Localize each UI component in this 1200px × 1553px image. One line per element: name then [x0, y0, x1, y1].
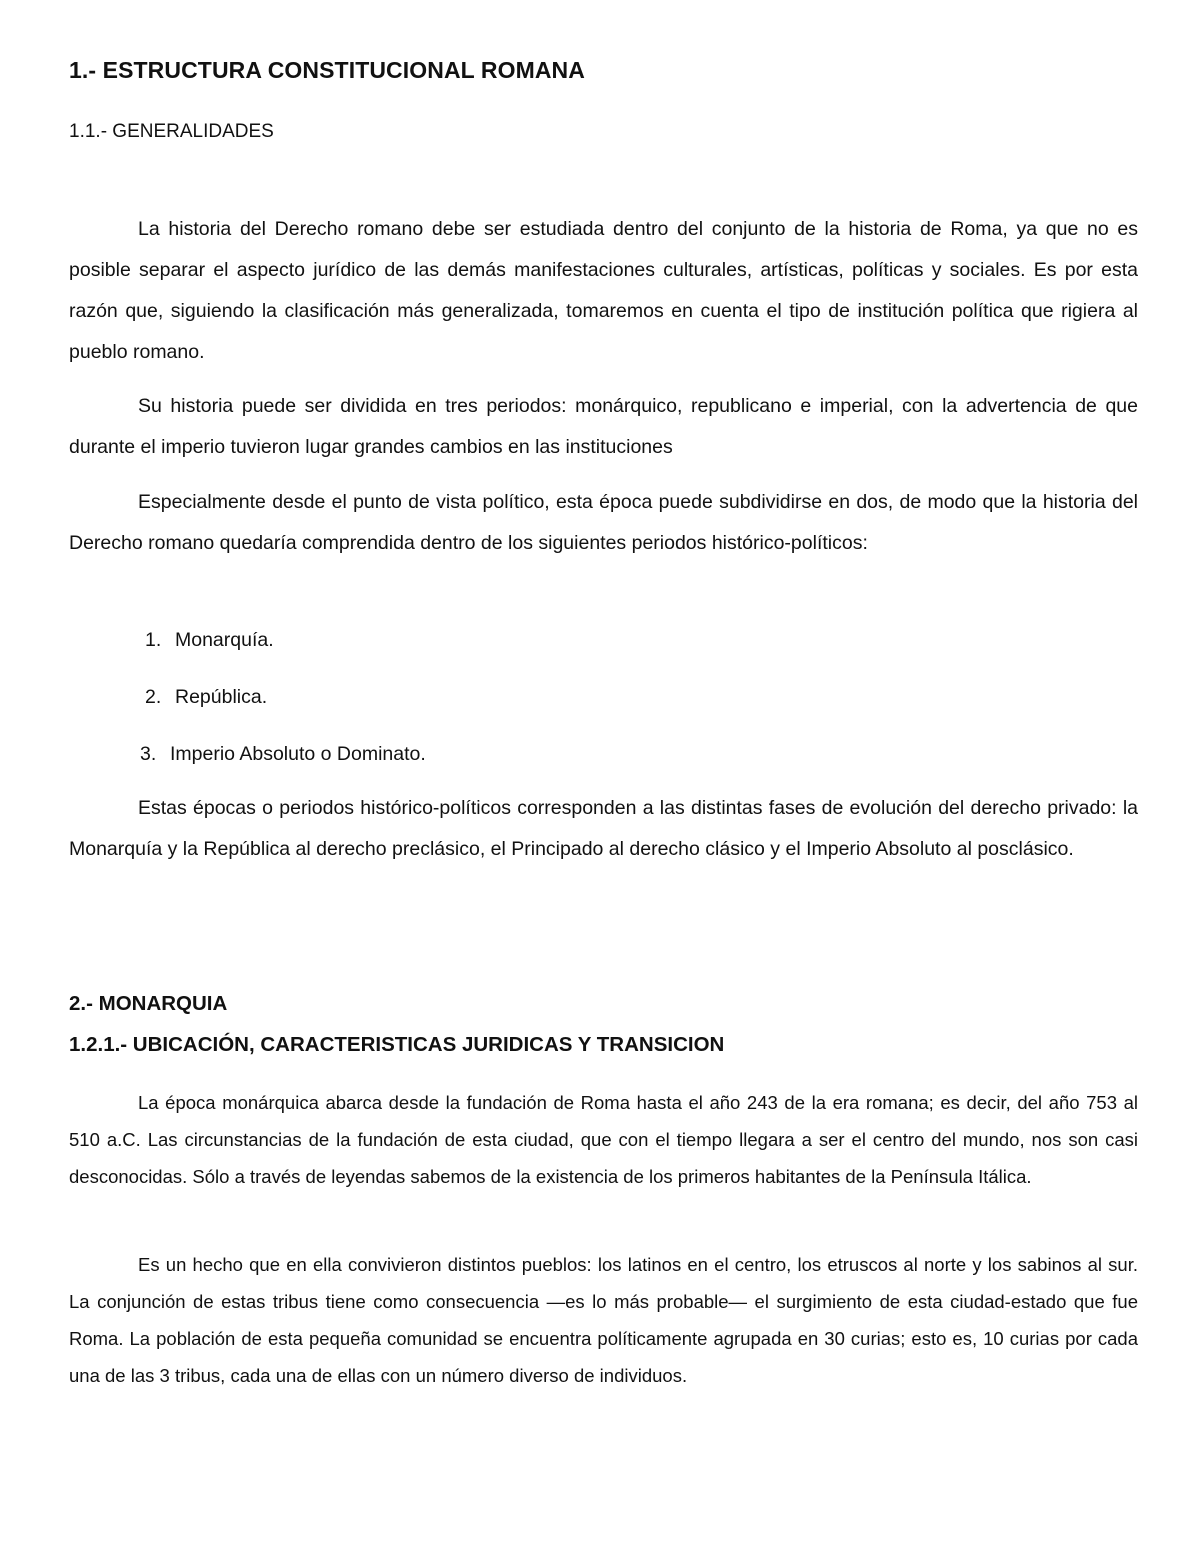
list-item-monarquia [145, 629, 274, 652]
section-1-2-1-subtitle: 1.2.1.- UBICACIÓN, CARACTERISTICAS JURIDICAS Y TRANSICION [69, 1033, 725, 1056]
list-number: 2. [145, 686, 162, 708]
list-item-republica [145, 686, 267, 709]
list-item-imperio [140, 743, 426, 766]
paragraph-generalidades-2: Su historia puede ser dividida en tres periodos: monárquico, republicano e imperial, con la advertencia de que durante el imperio tuvieron lugar grandes cambios en las instituciones [69, 395, 1138, 458]
section-1-1-subtitle: 1.1.- GENERALIDADES [69, 121, 274, 142]
paragraph-monarquia-2: Es un hecho que en ella convivieron distintos pueblos: los latinos en el centro, los etruscos al norte y los sabinos al sur. La conjunción de estas tribus tiene como consecuencia —es lo más probable— el surgimiento de esta ciudad-estado que fue Roma. La población de esta pequeña comunidad se encuentra políticamente agrupada en 30 curias; esto es, 10 curias por cada una de las 3 tribus, cada una de ellas con un número diverso de individuos. [69, 1254, 1138, 1386]
paragraph-epocas: Estas épocas o periodos histórico-políticos corresponden a las distintas fases de evolución del derecho privado: la Monarquía y la República al derecho preclásico, el Principado al derecho clásico y el Imperio Absoluto al posclásico. [69, 797, 1138, 860]
paragraph-generalidades-1: La historia del Derecho romano debe ser estudiada dentro del conjunto de la historia de Roma, ya que no es posible separar el aspecto jurídico de las demás manifestaciones culturales, artísticas, políticas y sociales. Es por esta razón que, siguiendo la clasificación más generalizada, tomaremos en cuenta el tipo de institución política que rigiera al pueblo romano. [69, 218, 1138, 363]
list-text: Monarquía. [175, 629, 274, 651]
list-text: República. [175, 686, 268, 708]
paragraph-generalidades-3: Especialmente desde el punto de vista político, esta época puede subdividirse en dos, de modo que la historia del Derecho romano quedaría comprendida dentro de los siguientes periodos histórico-políticos: [69, 491, 1138, 554]
list-number: 3. [140, 743, 157, 765]
section-1-title: 1.- ESTRUCTURA CONSTITUCIONAL ROMANA [69, 57, 585, 83]
paragraph-monarquia-1: La época monárquica abarca desde la fundación de Roma hasta el año 243 de la era romana; es decir, del año 753 al 510 a.C. Las circunstancias de la fundación de esta ciudad, que con el tiempo llegara a ser el centro del mundo, nos son casi desconocidas. Sólo a través de leyendas sabemos de la existencia de los primeros habitantes de la Península Itálica. [69, 1092, 1138, 1187]
list-number: 1. [145, 629, 162, 651]
section-2-title: 2.- MONARQUIA [69, 992, 228, 1015]
list-text: Imperio Absoluto o Dominato. [170, 743, 426, 765]
